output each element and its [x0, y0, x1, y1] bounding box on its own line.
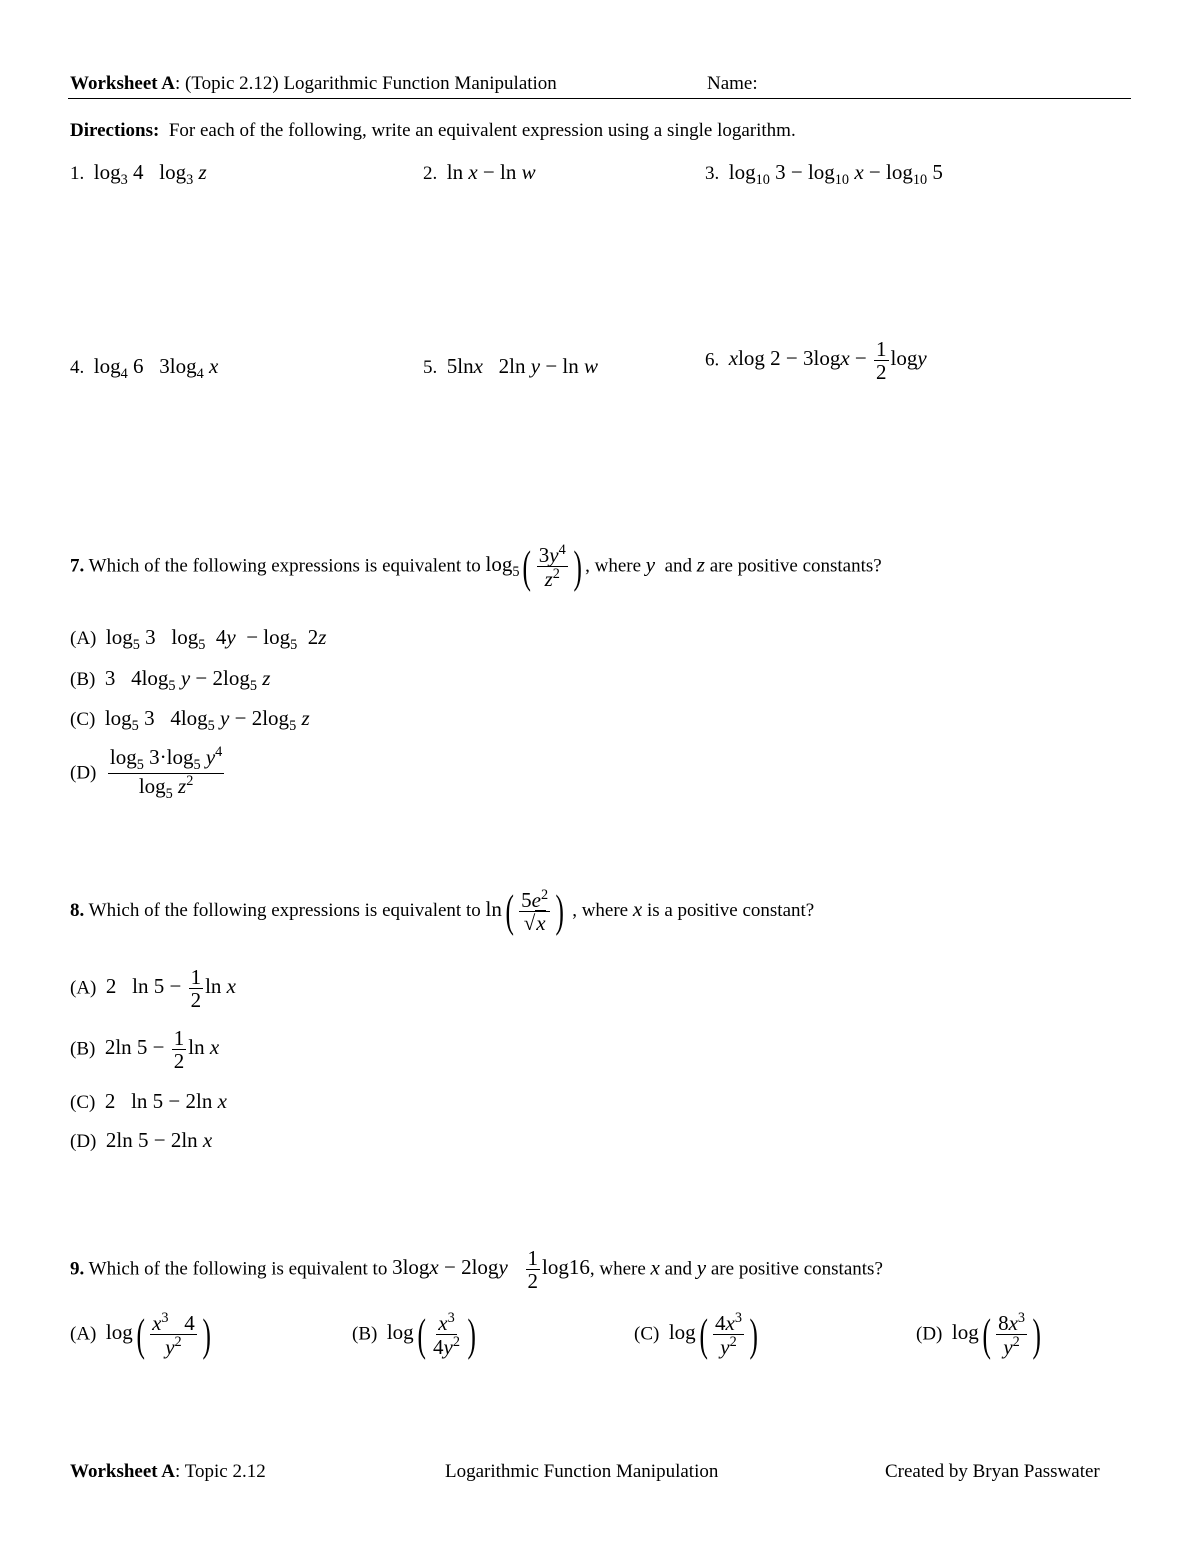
q8-option-a[interactable]: (A) 2 ln 5 − $\frac{1}{2}$ ln x [70, 965, 236, 1013]
footer-title: Worksheet A: Topic 2.12 [70, 1461, 266, 1482]
problem-1: 1. $\log_3 4$ $\log_3 z$ [70, 160, 207, 189]
footer-center: Logarithmic Function Manipulation [445, 1461, 719, 1482]
q7-option-c[interactable]: (C) $\log_5 3$ $4\log_5$ $y - 2\log_5$ z [70, 706, 310, 735]
problem-3: 3. $\log_{10} 3 - \log_{10} x - \log_{10} 5$ [705, 160, 943, 189]
problem-6: 6. xlog 2 − 3logx − $\frac{1}{2}$ logy [705, 337, 927, 385]
question-8: 8. Which of the following expressions is equivalent to ln ( $\frac{5e^2}{√x}$ ) , where x is a positive constant? [70, 885, 815, 937]
q8-option-b[interactable]: (B) 2ln 5 − $\frac{1}{2}$ ln x [70, 1026, 220, 1074]
q8-option-c[interactable]: (C) 2 ln 5 − 2ln x [70, 1089, 227, 1113]
problem-4: 4. $\log_4 6$ $3\log_4$ x [70, 354, 219, 383]
q7-option-b[interactable]: (B) 3 $4\log_5$ $y - 2\log_5$ z [70, 666, 271, 695]
q9-option-c[interactable]: (C) log ( $\frac{4x^3}{y^2}$ ) [634, 1308, 758, 1360]
name-label: Name: [707, 73, 758, 94]
worksheet-title: Worksheet A: (Topic 2.12) Logarithmic Function Manipulation [70, 73, 557, 94]
problem-5: 5. 5lnx 2ln y − ln w [423, 354, 599, 378]
q7-option-d[interactable]: (D) $\frac{\log_5 3\cdot\log_5 y^4}{\log_5 z^2}$ [70, 744, 223, 803]
q9-option-d[interactable]: (D) log ( $\frac{8x^3}{y^2}$ ) [916, 1308, 1041, 1360]
q8-option-d[interactable]: (D) 2ln 5 − 2ln x [70, 1128, 213, 1152]
header-rule [68, 98, 1131, 99]
footer-credit: Created by Bryan Passwater [885, 1461, 1100, 1482]
problem-2: 2. ln x − ln w [423, 160, 536, 184]
question-7: 7. Which of the following expressions is equivalent to $\log_5$ ( $\frac{3y^4}{z^2}$ ) , where y and z are positive constants? [70, 540, 882, 592]
directions: Directions: For each of the following, write an equivalent expression using a single logarithm. [70, 120, 796, 141]
question-9: 9. Which of the following is equivalent to 3logx − 2logy $\frac{1}{2}$ log16, where x and y are positive constants? [70, 1246, 883, 1294]
q9-option-a[interactable]: (A) log ( $\frac{x^3 4}{y^2}$ ) [70, 1308, 211, 1360]
q7-option-a[interactable]: (A) $\log_5 3$ $\log_5 4y - \log_5 2z$ [70, 625, 327, 654]
q9-option-b[interactable]: (B) log ( $\frac{x^3}{4y^2}$ ) [352, 1308, 476, 1360]
